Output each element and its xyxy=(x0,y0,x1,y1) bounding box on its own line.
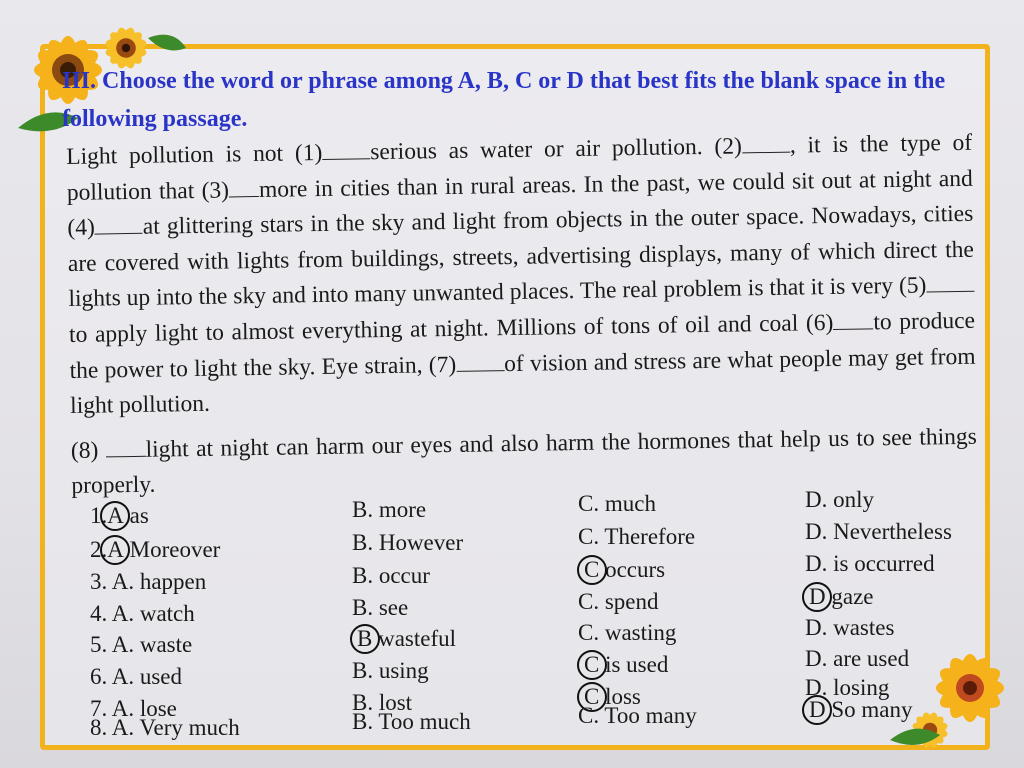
option-4-a[interactable] xyxy=(90,601,195,627)
option-5-c[interactable]: C. wasting xyxy=(578,620,677,645)
question-number: 8. xyxy=(90,715,108,740)
passage-text: , it is the type of pollution that (3) xyxy=(66,129,973,206)
passage-text: to apply light to almost everything at night. Millions of tons of oil and coal (6) xyxy=(68,309,834,348)
option-5-b[interactable] xyxy=(357,626,456,652)
passage-text: to produce the power to light the sky. Eye strain, (7) xyxy=(69,307,976,384)
option-3-a[interactable] xyxy=(90,569,206,595)
option-4-d[interactable] xyxy=(809,584,874,610)
option-5-d[interactable]: D. wastes xyxy=(805,615,895,640)
option-text: A. Very much xyxy=(111,715,240,740)
passage-text: (8) xyxy=(70,437,99,464)
passage-text: light at night can harm our eyes and also harm the hormones that help us to see things properly. xyxy=(71,423,977,500)
question-number: 7. xyxy=(90,696,108,721)
circled-choice xyxy=(107,537,124,563)
option-text: occurs xyxy=(605,557,666,582)
option-6-a[interactable] xyxy=(90,664,182,690)
option-letter: D xyxy=(809,697,826,722)
option-2-d[interactable]: D. Nevertheless xyxy=(805,519,952,544)
option-1-c[interactable]: C. much xyxy=(578,491,656,516)
circled-choice xyxy=(809,697,826,723)
option-1-a[interactable] xyxy=(90,503,149,529)
circled-choice xyxy=(809,584,826,610)
option-7-b[interactable]: B. lost xyxy=(352,690,413,715)
option-letter: A xyxy=(107,503,124,528)
option-3-b[interactable]: B. occur xyxy=(352,563,430,588)
option-text: A. lose xyxy=(111,696,177,721)
heading-text: Choose the word or phrase among A, B, C or D that best fits the blank space in the following passage. xyxy=(62,68,946,132)
option-8-b[interactable]: B. Too much xyxy=(352,709,471,734)
option-letter: C xyxy=(584,652,600,677)
question-number: 2. xyxy=(90,537,108,562)
option-4-b[interactable]: B. see xyxy=(352,595,409,620)
option-text: A. watch xyxy=(111,601,195,626)
passage-text: serious as water or air pollution. (2) xyxy=(370,133,743,166)
circled-choice xyxy=(107,503,124,529)
passage-text: at glittering stars in the sky and light from objects in the outer space. Nowadays, cities are covered with lights from buildings, streets, advertising displays, many of which direct the lights up into the sky and into many unwanted places. The real problem is that it is very (5) xyxy=(67,200,975,313)
option-2-c[interactable]: C. Therefore xyxy=(578,524,696,549)
option-text: A. used xyxy=(111,664,183,689)
option-text: gaze xyxy=(831,584,874,609)
option-letter: B xyxy=(357,626,373,651)
option-letter: C xyxy=(584,684,600,709)
option-text: Moreover xyxy=(129,537,221,562)
option-1-d[interactable]: D. only xyxy=(805,487,874,512)
option-8-d[interactable] xyxy=(809,697,913,723)
option-letter: A xyxy=(107,537,124,562)
option-text: loss xyxy=(605,684,641,709)
option-letter: D xyxy=(809,584,826,609)
passage-text: Light pollution is not (1) xyxy=(66,139,323,170)
passage-text: more in cities than in rural areas. In the past, we could sit out at night and (4) xyxy=(67,165,973,242)
option-6-d[interactable]: D. are used xyxy=(805,646,910,671)
option-1-b[interactable]: B. more xyxy=(352,497,427,522)
circled-choice xyxy=(584,652,599,678)
option-text: A. happen xyxy=(111,569,207,594)
option-8-a[interactable] xyxy=(90,715,240,741)
option-8-c[interactable]: C. Too many xyxy=(578,703,697,728)
question-number: 3. xyxy=(90,569,108,594)
option-6-c[interactable] xyxy=(584,652,668,678)
option-6-b[interactable]: B. using xyxy=(352,658,429,683)
option-7-d[interactable]: D. losing xyxy=(805,675,890,700)
option-3-d[interactable]: D. is occurred xyxy=(805,551,935,576)
option-text: So many xyxy=(831,697,913,722)
question-number: 4. xyxy=(90,601,108,626)
option-text: as xyxy=(129,503,149,528)
passage-text: of vision and stress are what people may get from light pollution. xyxy=(69,343,976,420)
option-3-c[interactable] xyxy=(584,557,665,583)
question-number: 1. xyxy=(90,503,108,528)
option-text: is used xyxy=(605,652,669,677)
circled-choice xyxy=(584,557,599,583)
option-2-a[interactable] xyxy=(90,537,220,563)
option-4-c[interactable]: C. spend xyxy=(578,589,659,614)
heading-number: III. xyxy=(62,68,97,94)
question-number: 6. xyxy=(90,664,108,689)
question-number: 5. xyxy=(90,632,108,657)
option-letter: C xyxy=(584,557,600,582)
option-text: wasteful xyxy=(378,626,457,651)
option-text: A. waste xyxy=(111,632,193,657)
option-5-a[interactable] xyxy=(90,632,192,658)
option-2-b[interactable]: B. However xyxy=(352,530,464,555)
circled-choice xyxy=(357,626,372,652)
